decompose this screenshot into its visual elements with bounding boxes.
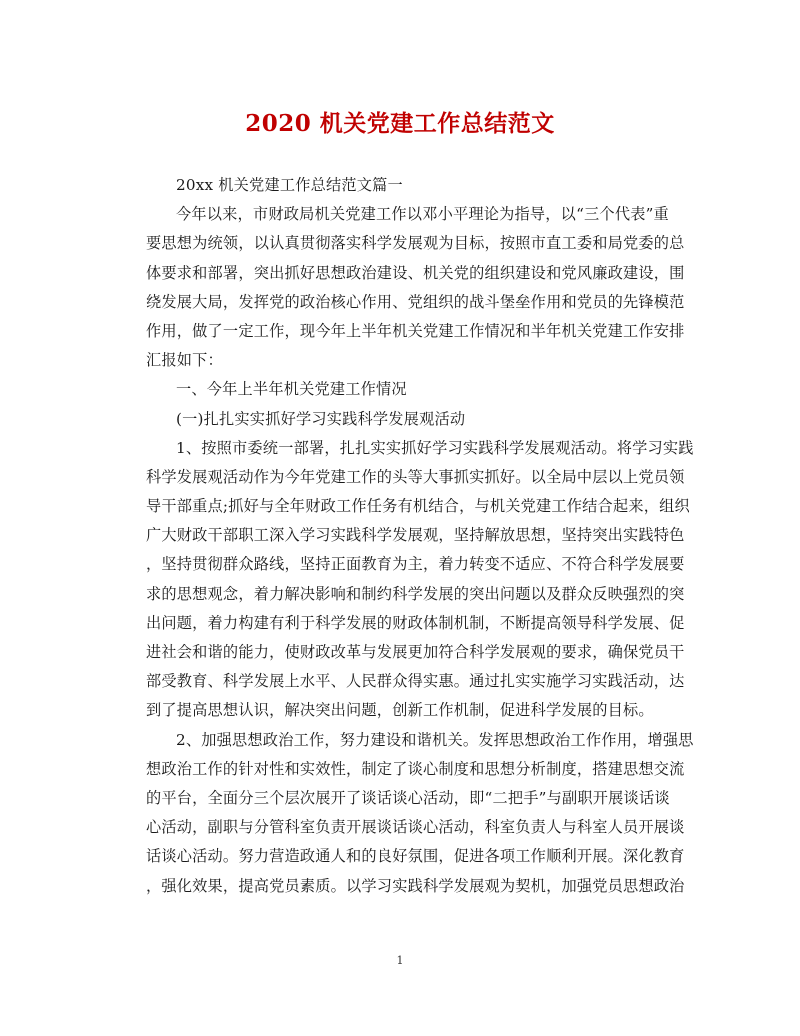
line-text: 到了提高思想认识，解决突出问题，创新工作机制，促进科学发展的目标。 bbox=[146, 701, 654, 720]
line-text: 求的思想观念，着力解决影响和制约科学发展的突出问题以及群众反映强烈的突 bbox=[146, 584, 685, 603]
line-text: 出问题，着力构建有利于科学发展的财政体制机制，不断提高领导科学发展、促 bbox=[146, 613, 685, 632]
line-text: 今年以来，市财政局机关党建工作以邓小平理论为指导，以“三个代表”重 bbox=[176, 205, 669, 224]
line-text: 话谈心活动。努力营造政通人和的良好氛围，促进各项工作顺利开展。深化教育 bbox=[146, 847, 685, 866]
line-text: 进社会和谐的能力，使财政改革与发展更加符合科学发展观的要求，确保党员干 bbox=[146, 643, 685, 661]
line-text: ，强化效果，提高党员素质。以学习实践科学发展观为契机，加强党员思想政治 bbox=[146, 876, 685, 895]
paragraph-line bbox=[146, 580, 685, 609]
line-text: 心活动，副职与分管科室负责开展谈话谈心活动，科室负责人与科室人员开展谈 bbox=[146, 818, 685, 837]
paragraph-line bbox=[146, 755, 685, 784]
paragraph-line bbox=[146, 375, 666, 404]
paragraph-line bbox=[146, 550, 685, 579]
line-text: 想政治工作的针对性和实效性，制定了谈心制度和思想分析制度，搭建思想交流 bbox=[146, 759, 685, 778]
line-text: 导干部重点;抓好与全年财政工作任务有机结合，与机关党建工作结合起来，组织 bbox=[146, 497, 690, 516]
line-text: 的平台，全面分三个层次展开了谈话谈心活动，即“二把手”与副职开展谈话谈 bbox=[146, 788, 670, 807]
page-number: 1 bbox=[396, 954, 404, 967]
line-text: 2、加强思想政治工作，努力建设和谐机关。发挥思想政治工作作用，增强思 bbox=[176, 730, 694, 749]
paragraph-line bbox=[146, 288, 685, 317]
paragraph-line bbox=[146, 492, 690, 521]
line-text: (一)扎扎实实抓好学习实践科学发展观活动 bbox=[176, 409, 466, 428]
document-body bbox=[146, 171, 694, 901]
paragraph-line bbox=[146, 405, 666, 434]
line-text: ，坚持贯彻群众路线，坚持正面教育为主，着力转变不适应、不符合科学发展要 bbox=[146, 555, 685, 574]
paragraph-line bbox=[146, 259, 685, 288]
line-text: 绕发展大局，发挥党的政治核心作用、党组织的战斗堡垒作用和党员的先锋模范 bbox=[146, 292, 685, 311]
paragraph-line bbox=[146, 813, 685, 842]
paragraph-line bbox=[146, 638, 685, 667]
paragraph-line bbox=[146, 463, 685, 492]
line-text: 要思想为统领，以认真贯彻落实科学发展观为目标，按照市直工委和局党委的总 bbox=[146, 234, 685, 253]
line-text: 部受教育、科学发展上水平、人民群众得实惠。通过扎实实施学习实践活动，达 bbox=[146, 672, 685, 691]
paragraph-line bbox=[146, 434, 694, 463]
paragraph-line bbox=[146, 726, 694, 755]
line-text: 科学发展观活动作为今年党建工作的头等大事抓实抓好。以全局中层以上党员领 bbox=[146, 467, 685, 486]
paragraph-line bbox=[146, 317, 685, 346]
paragraph-line bbox=[146, 696, 666, 725]
line-text: 1、按照市委统一部署，扎扎实实抓好学习实践科学发展观活动。将学习实践 bbox=[176, 438, 694, 457]
line-text: 体要求和部署，突出抓好思想政治建设、机关党的组织建设和党风廉政建设，围 bbox=[146, 263, 685, 282]
paragraph-line bbox=[146, 872, 685, 901]
line-text: 作用，做了一定工作，现今年上半年机关党建工作情况和半年机关党建工作安排 bbox=[146, 321, 685, 340]
paragraph-line bbox=[146, 346, 666, 375]
paragraph-line bbox=[146, 842, 685, 871]
paragraph-line bbox=[146, 609, 685, 638]
paragraph-line bbox=[146, 521, 685, 550]
line-text: 广大财政干部职工深入学习实践科学发展观，坚持解放思想，坚持突出实践特色 bbox=[146, 526, 685, 545]
line-text: 汇报如下： bbox=[146, 351, 223, 370]
paragraph-line bbox=[146, 200, 669, 229]
line-text: 一、今年上半年机关党建工作情况 bbox=[176, 380, 407, 399]
paragraph-line bbox=[146, 171, 666, 200]
paragraph-line bbox=[146, 784, 670, 813]
line-text: 20xx 机关党建工作总结范文篇一 bbox=[176, 176, 403, 194]
paragraph-line bbox=[146, 667, 685, 696]
paragraph-line bbox=[146, 229, 685, 258]
document-title: 2020 机关党建工作总结范文 bbox=[245, 110, 555, 137]
